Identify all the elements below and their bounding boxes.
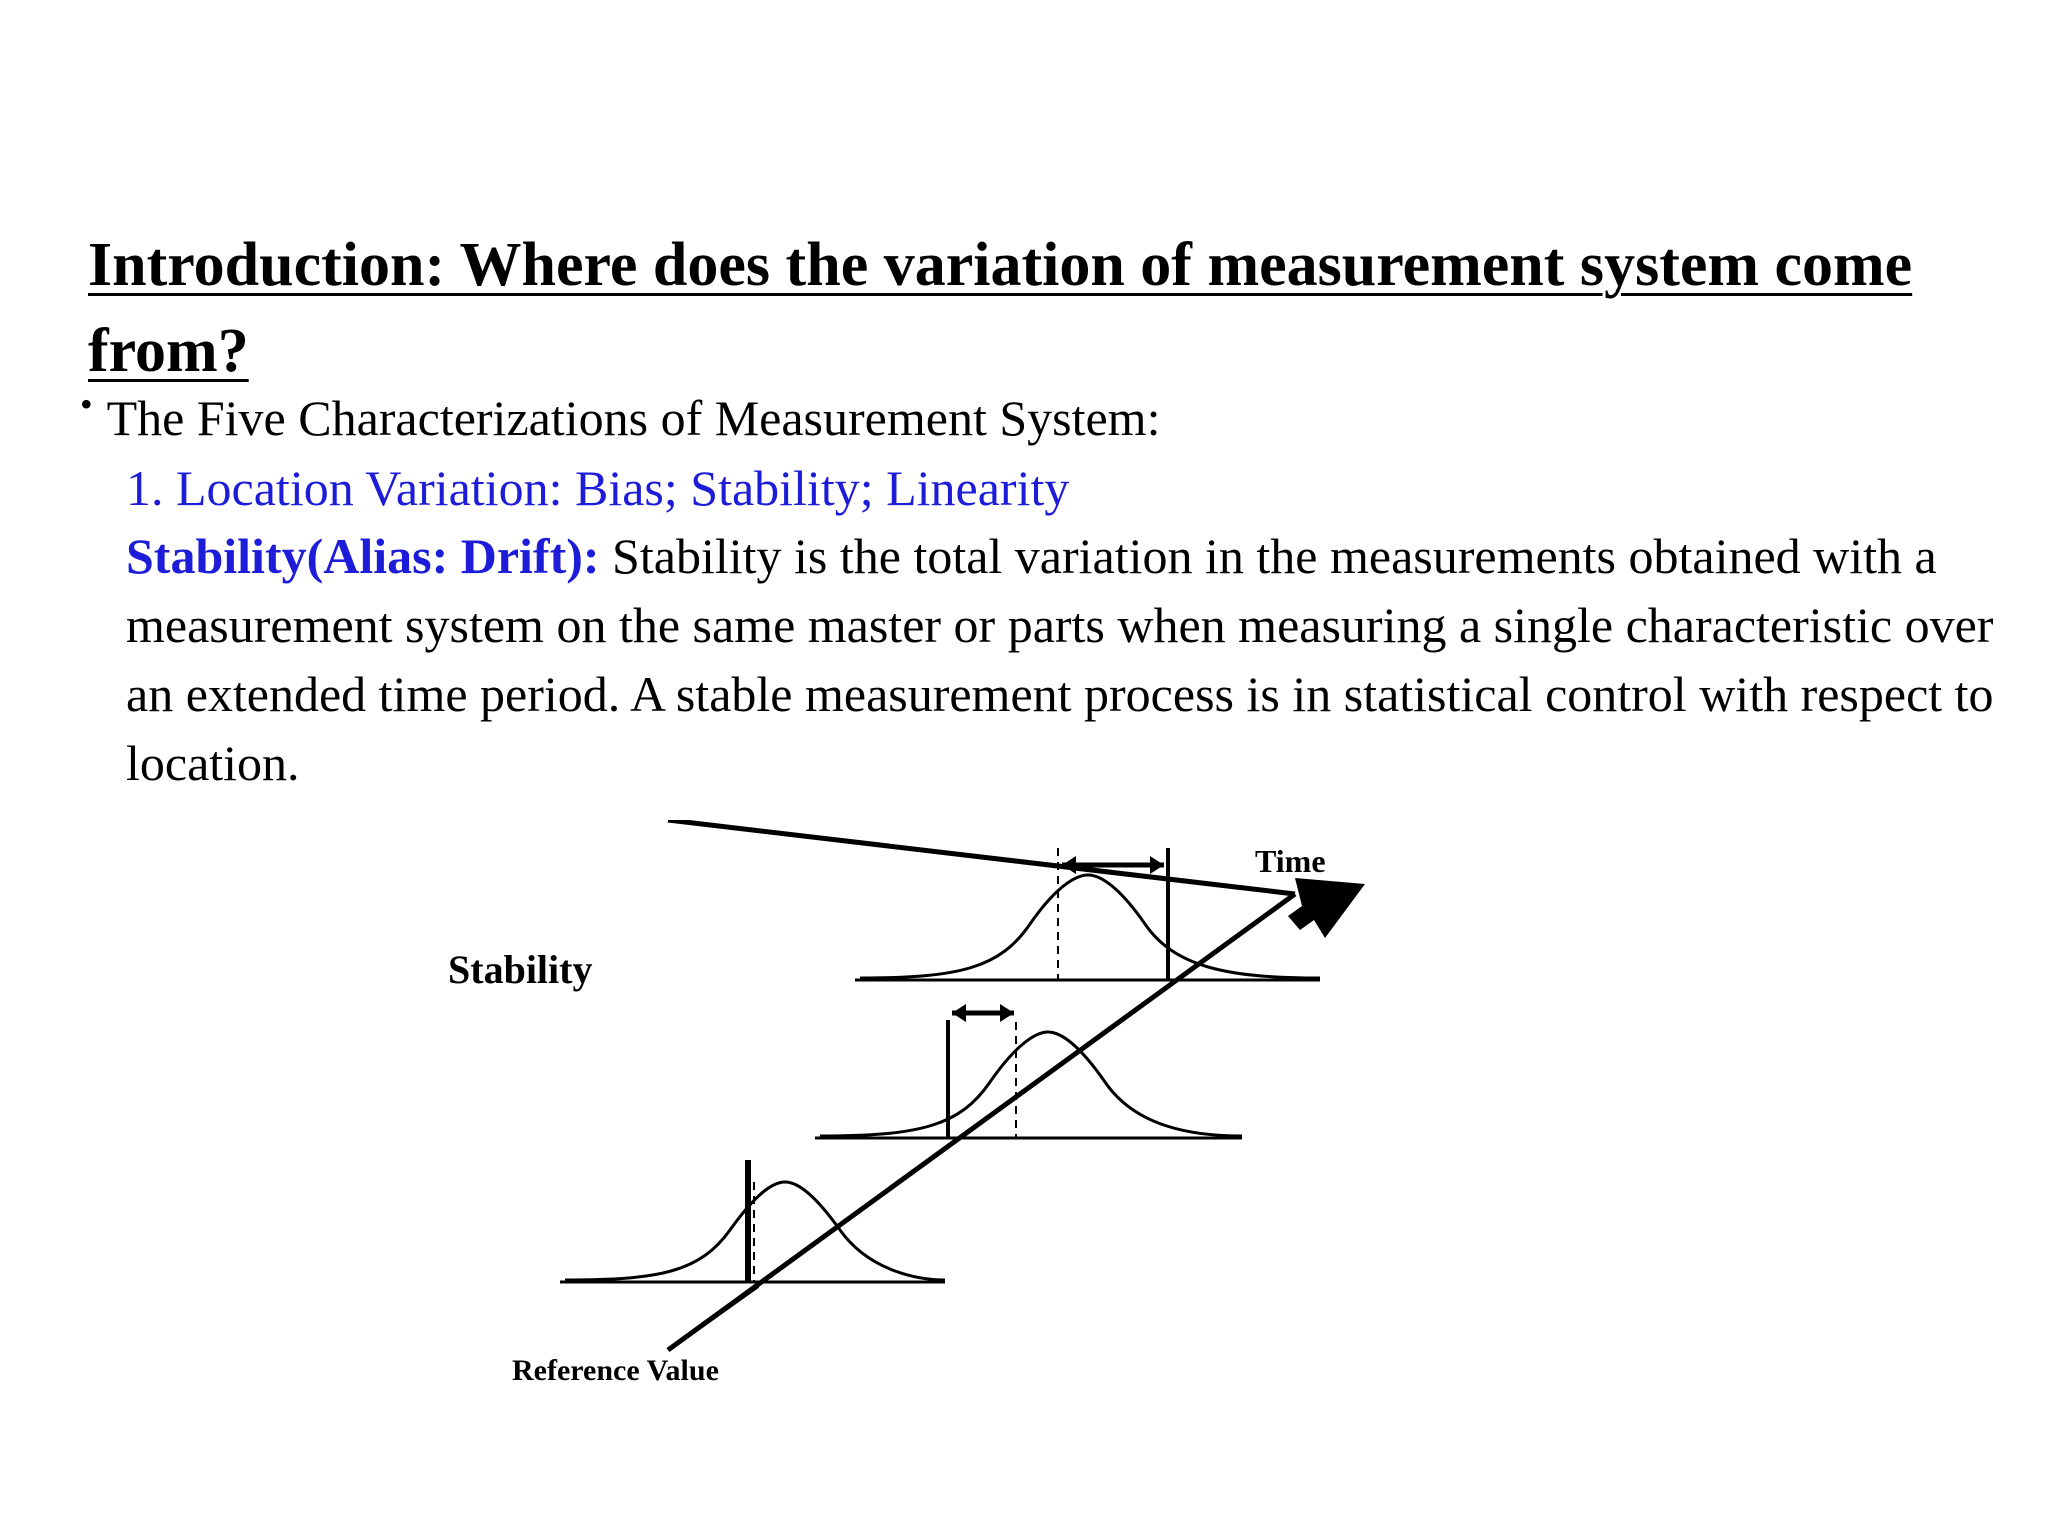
label-time: Time — [1255, 843, 1326, 879]
time-arrow-icon — [1288, 878, 1365, 938]
label-reference-value: Reference Value — [512, 1354, 719, 1387]
distribution-curve-1 — [560, 1160, 945, 1282]
bullet-text: The Five Characterizations of Measurement System: — [106, 390, 1161, 446]
definition-term: Stability(Alias: Drift): — [126, 528, 600, 584]
reference-pointer — [668, 1286, 758, 1350]
distribution-curve-2 — [815, 1004, 1242, 1138]
slide-title: Introduction: Where does the variation of measurement system come from? — [88, 231, 1913, 385]
stability-definition — [126, 522, 2046, 798]
label-stability: Stability — [448, 947, 593, 992]
bullet-item — [80, 384, 1160, 452]
time-axis — [668, 820, 1295, 894]
sub-item-location-variation: 1. Location Variation: Bias; Stability; Linearity — [126, 460, 1070, 516]
definition-text: Stability is the total variation in the measurements obtained with a measurement system on the same master or parts when measuring a single characteristic over an extended time period. A stable measurement process is in statistical control with respect to location. — [126, 528, 1994, 791]
stability-diagram — [400, 820, 1400, 1400]
bullet-marker: • — [80, 384, 93, 424]
